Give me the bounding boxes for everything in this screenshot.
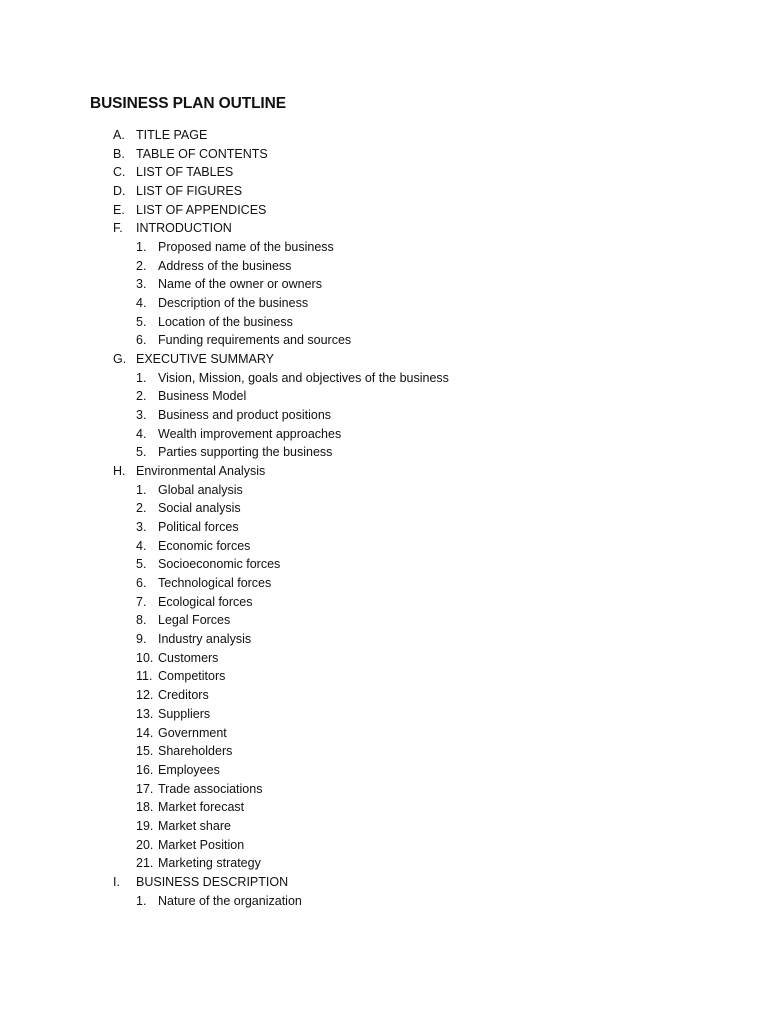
outline-item — [0, 387, 768, 406]
outline-section — [0, 462, 768, 481]
item-label: Wealth improvement approaches — [158, 426, 342, 441]
item-marker: 1. — [136, 482, 147, 497]
item-marker: 6. — [136, 333, 147, 348]
outline-item — [0, 817, 768, 836]
section-marker: B. — [113, 146, 125, 161]
item-marker: 11. — [136, 669, 153, 684]
item-marker: 15. — [136, 744, 154, 759]
outline-item — [0, 406, 768, 425]
outline-section — [0, 145, 768, 164]
outline-section — [0, 201, 768, 220]
page-title: BUSINESS PLAN OUTLINE — [90, 95, 286, 112]
outline-item — [0, 593, 768, 612]
item-label: Ecological forces — [158, 594, 253, 609]
section-marker: F. — [113, 221, 123, 236]
section-label: BUSINESS DESCRIPTION — [136, 874, 289, 889]
outline-item — [0, 724, 768, 743]
outline-list — [0, 126, 768, 910]
item-label: Economic forces — [158, 538, 251, 553]
section-marker: C. — [113, 165, 126, 180]
item-label: Suppliers — [158, 706, 211, 721]
section-marker: A. — [113, 128, 125, 142]
section-label: EXECUTIVE SUMMARY — [136, 352, 274, 367]
outline-item — [0, 294, 768, 313]
item-label: Competitors — [158, 669, 226, 684]
item-label: Market share — [158, 818, 231, 833]
item-label: Market Position — [158, 837, 245, 852]
item-label: Parties supporting the business — [158, 445, 333, 460]
section-marker: G. — [113, 352, 127, 367]
item-marker: 2. — [136, 501, 147, 516]
item-marker: 4. — [136, 296, 147, 311]
item-marker: 1. — [136, 893, 147, 908]
item-label: Marketing strategy — [158, 856, 261, 871]
item-label: Business Model — [158, 389, 247, 404]
outline-item — [0, 686, 768, 705]
section-label: LIST OF FIGURES — [136, 184, 243, 199]
item-marker: 12. — [136, 688, 154, 703]
section-marker: I. — [113, 874, 120, 889]
outline-item — [0, 499, 768, 518]
item-marker: 8. — [136, 613, 147, 628]
item-label: Nature of the organization — [158, 893, 302, 908]
item-marker: 2. — [136, 389, 147, 404]
item-label: Technological forces — [158, 576, 272, 591]
outline-item — [0, 742, 768, 761]
outline-item — [0, 667, 768, 686]
item-marker: 7. — [136, 594, 147, 609]
section-label: Environmental Analysis — [136, 464, 266, 479]
outline-item — [0, 555, 768, 574]
outline-section — [0, 126, 768, 145]
item-marker: 4. — [136, 538, 147, 553]
item-label: Legal Forces — [158, 613, 231, 628]
item-marker: 9. — [136, 632, 147, 647]
section-marker: D. — [113, 184, 126, 199]
section-marker: E. — [113, 202, 125, 217]
item-marker: 18. — [136, 800, 154, 815]
item-marker: 17. — [136, 781, 154, 796]
outline-section — [0, 219, 768, 238]
outline-item — [0, 574, 768, 593]
item-marker: 10. — [136, 650, 154, 665]
item-marker: 16. — [136, 762, 154, 777]
item-marker: 5. — [136, 314, 147, 329]
outline-section — [0, 350, 768, 369]
item-marker: 3. — [136, 277, 147, 292]
outline-section — [0, 182, 768, 201]
outline-item — [0, 238, 768, 257]
item-label: Market forecast — [158, 800, 245, 815]
item-label: Name of the owner or owners — [158, 277, 322, 292]
section-label: LIST OF APPENDICES — [136, 202, 267, 217]
item-label: Political forces — [158, 520, 239, 535]
section-label: TABLE OF CONTENTS — [136, 146, 268, 161]
item-label: Employees — [158, 762, 220, 777]
outline-item — [0, 537, 768, 556]
item-label: Government — [158, 725, 227, 740]
item-label: Global analysis — [158, 482, 243, 497]
outline-item — [0, 705, 768, 724]
outline-item — [0, 481, 768, 500]
outline-item — [0, 630, 768, 649]
item-marker: 21. — [136, 856, 154, 871]
item-label: Location of the business — [158, 314, 293, 329]
item-marker: 1. — [136, 370, 147, 385]
section-label: LIST OF TABLES — [136, 165, 234, 180]
section-label: INTRODUCTION — [136, 221, 232, 236]
outline-item — [0, 518, 768, 537]
item-marker: 5. — [136, 445, 147, 460]
item-label: Address of the business — [158, 258, 292, 273]
item-marker: 5. — [136, 557, 147, 572]
item-label: Creditors — [158, 688, 209, 703]
outline-item — [0, 313, 768, 332]
outline-item — [0, 761, 768, 780]
item-marker: 19. — [136, 818, 154, 833]
outline-item — [0, 331, 768, 350]
item-label: Funding requirements and sources — [158, 333, 352, 348]
item-label: Social analysis — [158, 501, 241, 516]
item-marker: 3. — [136, 408, 147, 423]
outline-item — [0, 443, 768, 462]
section-marker: H. — [113, 464, 126, 479]
outline-item — [0, 425, 768, 444]
outline-item — [0, 892, 768, 911]
outline-item — [0, 275, 768, 294]
item-marker: 3. — [136, 520, 147, 535]
item-marker: 4. — [136, 426, 147, 441]
item-label: Proposed name of the business — [158, 240, 334, 255]
item-label: Shareholders — [158, 744, 233, 759]
item-marker: 6. — [136, 576, 147, 591]
item-label: Trade associations — [158, 781, 263, 796]
item-marker: 20. — [136, 837, 154, 852]
item-label: Description of the business — [158, 296, 309, 311]
outline-item — [0, 257, 768, 276]
item-marker: 2. — [136, 258, 147, 273]
item-marker: 13. — [136, 706, 154, 721]
outline-item — [0, 611, 768, 630]
item-marker: 1. — [136, 240, 147, 255]
item-label: Industry analysis — [158, 632, 252, 647]
item-marker: 14. — [136, 725, 154, 740]
outline-item — [0, 649, 768, 668]
outline-item — [0, 798, 768, 817]
item-label: Customers — [158, 650, 219, 665]
outline-item — [0, 780, 768, 799]
outline-item — [0, 854, 768, 873]
section-label: TITLE PAGE — [136, 128, 208, 142]
outline-item — [0, 369, 768, 388]
outline-item — [0, 836, 768, 855]
item-label: Socioeconomic forces — [158, 557, 281, 572]
outline-section — [0, 163, 768, 182]
item-label: Business and product positions — [158, 408, 332, 423]
outline-section — [0, 873, 768, 892]
item-label: Vision, Mission, goals and objectives of the business — [158, 370, 449, 385]
